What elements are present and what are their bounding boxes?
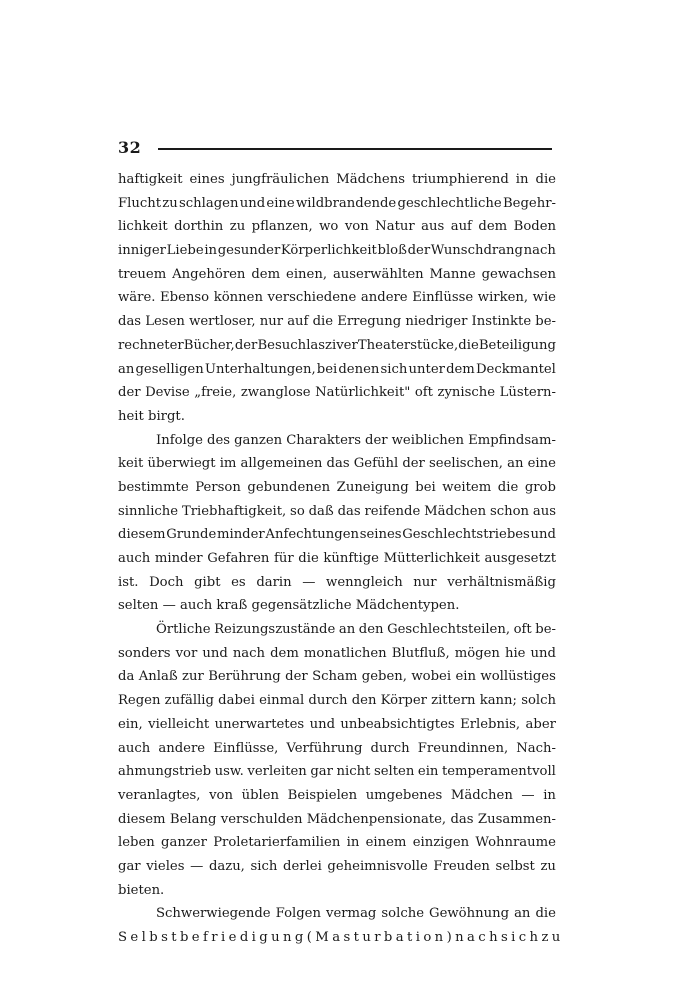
word: von [344,219,369,235]
text-line [118,831,556,855]
word: Besuch [257,337,307,353]
word: Zusammen- [477,811,556,827]
word: mögen [454,645,500,661]
word: die [312,314,334,330]
word: vieles [146,858,185,874]
word: da [118,669,135,685]
word: der [402,456,425,472]
word: Anfechtungen [265,527,360,543]
word: im [219,456,237,472]
word: haftigkeit [118,172,183,187]
word: rechneter [118,337,184,353]
word: sonders [118,645,171,661]
word: an [118,361,135,377]
word: Schwerwiegende [156,906,271,922]
word: gar [118,858,141,874]
word: minder [216,527,265,543]
text-line [118,215,556,239]
word: vor [175,645,198,661]
word: (Masturbation) [306,930,456,945]
text-line [118,168,556,192]
word: in [346,835,360,851]
word: geheimnisvolle [327,858,428,874]
word: geselligen [135,361,204,377]
word: zu [162,195,178,211]
text-line [118,902,556,926]
word: Begehr- [502,195,556,211]
word: allgemeinen [240,456,323,472]
text-line [118,381,556,405]
word: Angehören [172,266,246,282]
word: Beispielen [287,787,358,803]
word: oft [414,385,433,401]
word: sich [380,361,408,377]
word: aus [421,219,445,235]
word: zu [541,930,564,945]
word: das [118,314,142,330]
word: Empfindsam- [468,432,556,448]
word: üblen [241,787,280,803]
word: die [535,172,556,187]
word: zur [182,669,204,685]
word: unter [408,361,445,377]
word: selten [373,764,415,780]
word: geschlechtliche [397,195,502,211]
word: schlagen [179,195,239,211]
word: auf [450,219,472,235]
text-line [118,452,556,476]
word: selbst [495,858,535,874]
word: Natur [375,219,415,235]
word: dem [446,361,475,377]
word: dorthin [174,219,224,235]
text-line [118,476,556,500]
word: gesunder [217,243,281,259]
word: niedriger [405,314,468,330]
word: Blutfluß, [391,645,450,661]
word: Regen [118,693,161,709]
word: pflanzen, [251,219,313,235]
word: Geschlechtstriebes [402,527,530,543]
word: Erlebnis, [460,716,521,732]
word: auch [118,551,151,566]
word: Infolge [156,432,203,448]
word: Gefühl [353,456,399,472]
word: monatlichen [303,645,387,661]
word: dabei [218,693,255,709]
word: verleiten [247,764,307,780]
word: seelischen, [429,456,503,472]
word: bei [316,361,338,377]
word: für [274,551,294,566]
word: in [515,172,529,187]
word: überwiegt [147,456,216,472]
word: ganzer [161,835,207,851]
word: leben [118,835,155,851]
word: schon [489,503,530,519]
word: darin [256,574,292,590]
word: Freuden [433,858,490,874]
word: an [338,622,356,638]
word: können [213,290,263,306]
text-line [118,263,556,287]
word: ganzen [234,432,283,448]
word: Person [195,479,241,495]
word: auf [287,314,309,330]
word: Einflüsse, [213,740,279,756]
word: derlei [283,858,322,874]
word: in [204,243,218,259]
text-line: selten — auch kraß gegensätzliche Mädchentypen. [118,598,460,614]
word: andere [360,290,408,306]
word: der [365,432,388,448]
text-line [118,334,556,358]
word: wertloser, [189,314,256,330]
word: ahmungstrieb [118,764,212,780]
word: Doch [149,574,184,590]
word: aus [532,503,556,519]
word: der [234,337,258,353]
word: wollüstiges [480,669,556,685]
word: Boden [513,219,556,235]
word: keit [118,456,144,472]
word: be- [535,622,556,638]
word: Mädchens [336,172,405,187]
word: wäre. [118,290,156,306]
word: geben, [361,669,407,685]
word: Manne [429,266,476,282]
word: Mädchen [450,787,513,803]
word: an [514,906,531,922]
word: ist. [118,574,139,590]
word: Lesen [145,314,185,330]
word: gebundenen [247,479,331,495]
word: jungfräulichen [231,172,330,187]
text-line [118,713,556,737]
word: vielleicht [148,716,210,732]
word: Proletarierfamilien [213,835,341,851]
word: weiblichen [391,432,465,448]
word: einmal [259,693,305,709]
word: ein [455,669,476,685]
word: Lüstern- [499,385,556,401]
word: der [118,385,141,401]
body-text [118,168,564,950]
word: zynische [437,385,496,401]
word: daß [308,503,334,519]
word: Folgen [275,906,321,922]
word: Belang [169,811,217,827]
word: einzigen [412,835,470,851]
word: gibt [194,574,221,590]
word: auch [118,740,151,756]
word: Instinkte [471,314,532,330]
word: ausgesetzt [484,551,556,566]
word: sinnliche [118,503,179,519]
word: treuem [118,266,167,282]
word: lasziver [306,337,358,353]
text-line [118,689,556,713]
word: Grunde [166,527,217,543]
text-line [118,642,556,666]
word: Einflüsse [412,290,474,306]
word: dem [251,266,281,282]
word: verschulden [220,811,303,827]
word: — [302,574,316,590]
word: nach [232,645,266,661]
text-line [118,737,556,761]
word: zu [540,858,556,874]
word: dem [478,219,508,235]
word: oft [513,622,532,638]
word: nicht [336,764,371,780]
word: Flucht [118,195,162,211]
word: zwanglose [240,385,311,401]
word: zittern [431,693,476,709]
word: Körperlichkeit [280,243,377,259]
word: sich [500,930,542,945]
text-line [118,286,556,310]
text-line [118,239,556,263]
word: die [298,551,319,566]
text-line [118,808,556,832]
word: Devise [145,385,190,401]
word: Bücher, [183,337,235,353]
text-line: heit birgt. [118,408,185,424]
word: bestimmte [118,479,189,495]
text-line [118,358,556,382]
word: das [326,456,350,472]
word: be- [535,314,556,330]
word: es [231,574,246,590]
word: inniger [118,243,166,259]
word: verhältnismäßig [447,574,556,590]
word: wildbrandende [295,195,397,211]
word: Unterhaltungen, [204,361,316,377]
word: nur [413,574,437,590]
word: einen, [286,266,328,282]
word: nur [259,314,284,330]
word: Freundinnen, [417,740,509,756]
text-line [118,926,564,950]
word: Selbstbefriedigung [118,930,307,945]
text-line [118,760,556,784]
word: wenngleich [326,574,403,590]
text-line: bieten. [118,882,165,898]
word: gar [310,764,333,780]
word: auserwählten [332,266,424,282]
word: künftige [323,551,379,566]
word: die [458,337,479,353]
word: Deckmantel [475,361,556,377]
word: durch [370,740,410,756]
word: temperamentvoll [441,764,556,780]
word: einem [365,835,407,851]
word: aber [525,716,556,732]
word: seines [359,527,402,543]
word: und [309,716,336,732]
word: Nach- [516,740,556,756]
word: — [190,858,204,874]
page-number: 32 [118,138,142,157]
word: andere [158,740,206,756]
word: solche [381,906,425,922]
word: denen [338,361,380,377]
header-rule [158,148,552,150]
word: so [290,503,305,519]
word: diesem [118,811,166,827]
word: Berührung [208,669,281,685]
word: Geschlechtsteilen, [387,622,511,638]
word: des [207,432,231,448]
word: Gewöhnung [429,906,510,922]
word: Wohnraume [475,835,556,851]
text-line [118,571,556,595]
word: diesem [118,527,166,543]
word: Reizungszustände [214,622,336,638]
word: veranlagtes, [118,787,201,803]
word: das [450,811,474,827]
word: Gefahren [207,551,270,566]
word: von [209,787,233,803]
word: eine [266,195,295,211]
word: den [351,693,377,709]
word: Anlaß [138,669,178,685]
word: nach [523,243,556,259]
word: hie [504,645,526,661]
word: lichkeit [118,219,168,235]
word: unbeabsichtigtes [340,716,455,732]
word: Triebhaftigkeit, [181,503,287,519]
word: unerwartetes [214,716,305,732]
word: Verführung [286,740,363,756]
text-line [118,523,556,547]
word: Erregung [337,314,402,330]
word: Scham [312,669,358,685]
word: kann; [479,693,517,709]
word: verschiedene [267,290,357,306]
text-line [118,665,556,689]
word: ein, [118,716,143,732]
word: Liebe [166,243,204,259]
word: wirken, [477,290,529,306]
word: Mädchen [424,503,487,519]
word: reifende [364,503,421,519]
word: und [530,645,556,661]
word: minder [154,551,203,566]
word: Mütterlichkeit [383,551,480,566]
word: die [497,479,519,495]
page-header [118,138,552,158]
word: dem [270,645,299,661]
text-line [118,429,556,453]
word: die [535,906,556,922]
word: zufällig [164,693,214,709]
word: und [530,527,556,543]
text-line [118,192,556,216]
word: das [337,503,361,519]
word: Charakters [286,432,361,448]
word: — [521,787,535,803]
word: eine [527,456,556,472]
word: bloß [377,243,407,259]
word: wie [532,290,556,306]
word: an [507,456,524,472]
word: vermag [326,906,377,922]
text-line [118,500,556,524]
word: zu [229,219,246,235]
word: den [358,622,384,638]
word: solch [521,693,556,709]
word: Zuneigung [336,479,409,495]
word: Wunschdrang [430,243,523,259]
word: wobei [411,669,452,685]
word: in [543,787,556,803]
word: nach [455,930,501,945]
word: ein [417,764,439,780]
word: und [239,195,266,211]
word: umgebenes [365,787,443,803]
word: Ebenso [160,290,210,306]
word: Beteiligung [478,337,556,353]
text-line [118,310,556,334]
word: grob [524,479,556,495]
word: bei [415,479,436,495]
word: gewachsen [481,266,556,282]
text-line [118,618,556,642]
word: der [285,669,308,685]
word: Natürlichkeit" [315,385,411,401]
word: der [407,243,431,259]
text-line [118,547,556,571]
word: wo [319,219,339,235]
word: usw. [214,764,244,780]
word: durch [308,693,348,709]
word: dazu, [208,858,245,874]
word: Theaterstücke, [357,337,459,353]
word: eines [189,172,225,187]
text-line [118,855,556,879]
word: weitem [442,479,492,495]
word: Mädchenpensionate, [306,811,447,827]
word: triumphierend [411,172,509,187]
word: sich [250,858,278,874]
word: und [202,645,228,661]
word: „freie, [194,385,237,401]
word: Örtliche [156,622,211,638]
text-line [118,784,556,808]
word: Körper [380,693,427,709]
